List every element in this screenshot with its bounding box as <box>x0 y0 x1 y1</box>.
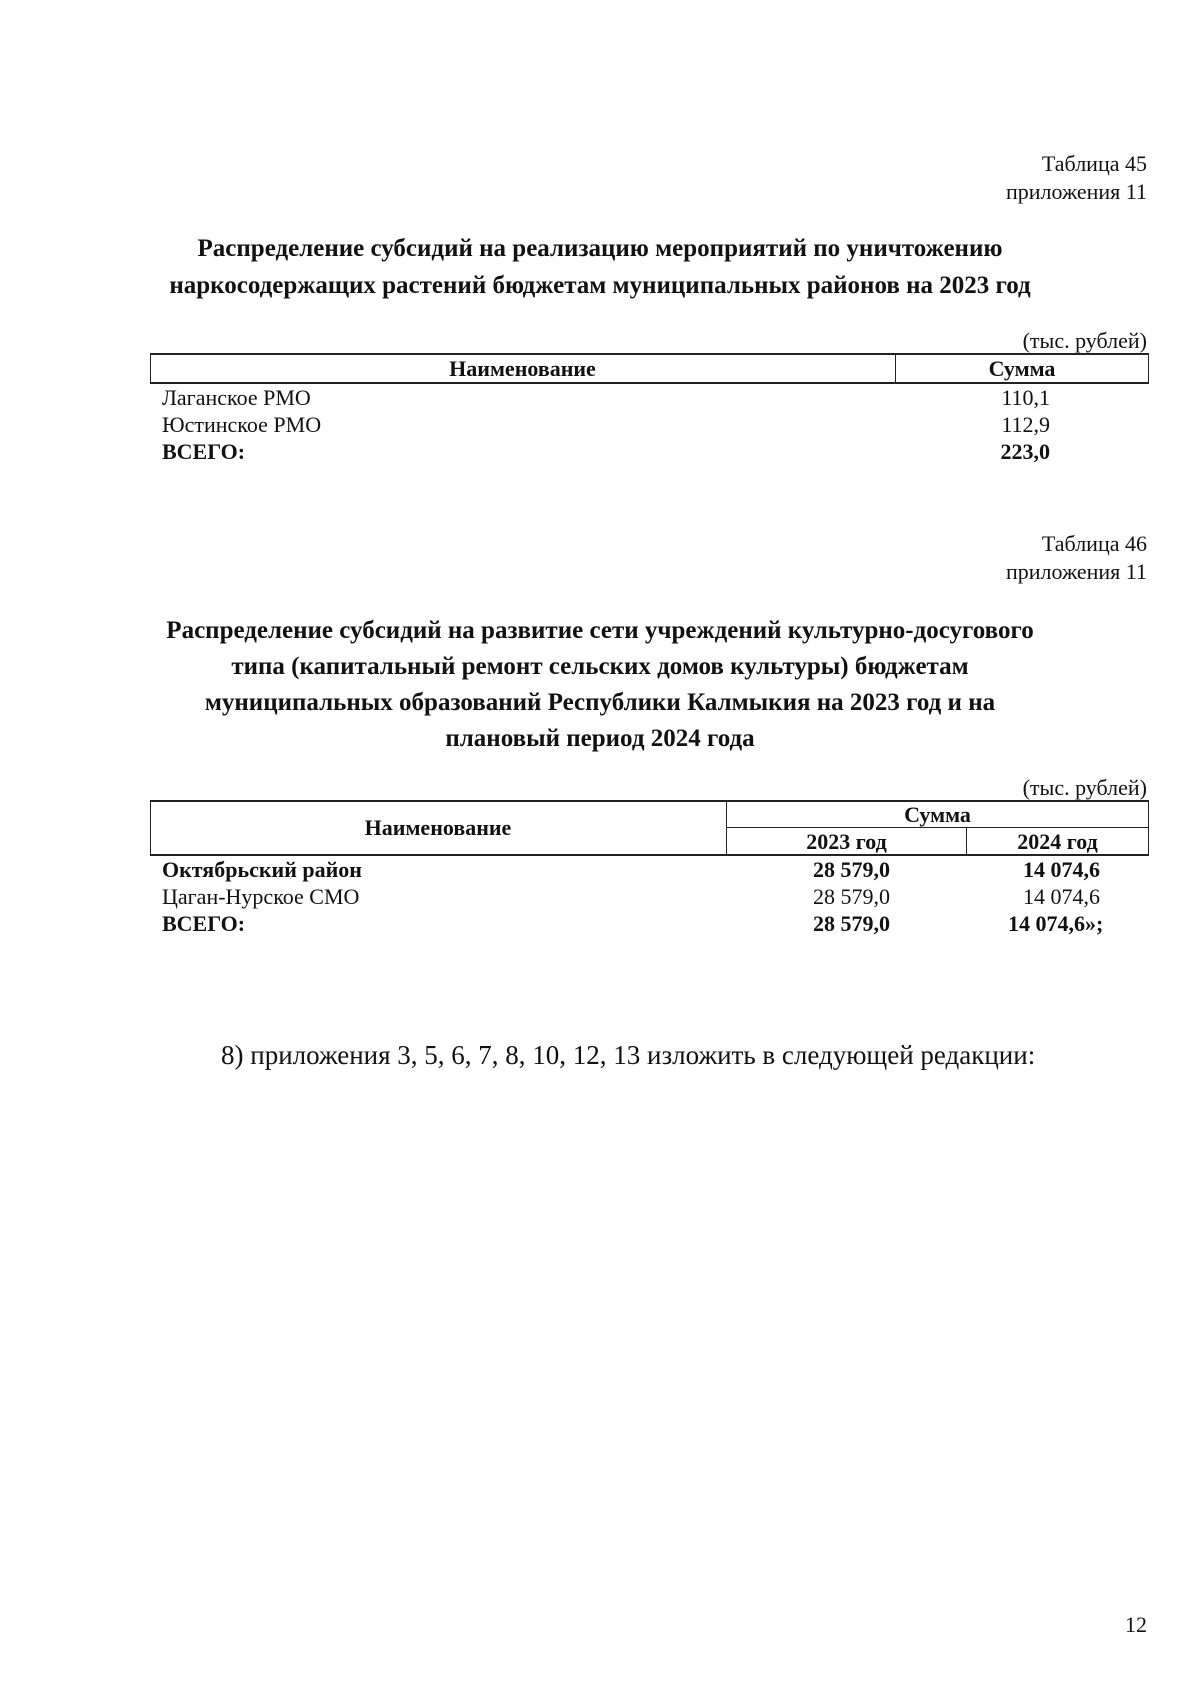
table45-total-value: 223,0 <box>1000 439 1050 464</box>
table46-total-value-2023: 28 579,0 <box>813 911 890 936</box>
table45-header-sum: Сумма <box>988 356 1056 381</box>
table46-label-line1: Таблица 46 <box>1041 531 1147 556</box>
table46-row-value-2023: 28 579,0 <box>813 857 890 882</box>
table45-row-name: Лаганское РМО <box>162 385 311 410</box>
table45-header-name: Наименование <box>449 356 596 381</box>
table45-label-line1: Таблица 45 <box>1041 151 1147 176</box>
table45-header-bottom-border <box>150 382 1149 384</box>
table46-row-name: Октябрьский район <box>162 857 362 882</box>
table46-row-value-2024: 14 074,6 <box>1023 884 1100 909</box>
table46-header-sum: Сумма <box>904 802 971 827</box>
table46-title-line4: плановый период 2024 года <box>445 725 755 752</box>
table45-title-line1: Распределение субсидий на реализацию мероприятий по уничтожению <box>197 235 1003 262</box>
table46-header-year-2023: 2023 год <box>806 829 887 854</box>
table45-total-label: ВСЕГО: <box>162 439 246 464</box>
table45-row-value: 110,1 <box>1001 385 1050 410</box>
table45-units: (тыс. рублей) <box>1022 328 1147 353</box>
table46-total-value-2024: 14 074,6»; <box>1008 911 1104 936</box>
table46-header-name: Наименование <box>364 815 512 840</box>
table46-label-line2: приложения 11 <box>1005 559 1147 584</box>
table46-right-border <box>1148 800 1149 855</box>
table46-units: (тыс. рублей) <box>1022 775 1147 800</box>
table45-row-name: Юстинское РМО <box>162 412 322 437</box>
table45-label-line2: приложения 11 <box>1005 179 1147 204</box>
table45-top-border <box>150 353 1149 355</box>
table46-header-year-2024: 2024 год <box>1017 829 1098 854</box>
table45-title-line2: наркосодержащих растений бюджетам муниципальных районов на 2023 год <box>169 272 1031 299</box>
table45-right-border <box>1148 353 1149 384</box>
table46-title-line1: Распределение субсидий на развитие сети учреждений культурно-досугового <box>166 617 1034 644</box>
table46-title-line2: типа (капитальный ремонт сельских домов культуры) бюджетам <box>231 653 969 680</box>
table46-title-line3: муниципальных образований Республики Калмыкия на 2023 год и на <box>204 689 996 716</box>
amendment-paragraph: 8) приложения 3, 5, 6, 7, 8, 10, 12, 13 изложить в следующей редакции: <box>221 1040 1036 1070</box>
table45-row-value: 112,9 <box>1001 412 1050 437</box>
page-number: 12 <box>1125 1612 1147 1637</box>
table46-total-label: ВСЕГО: <box>162 911 246 936</box>
table46-row-value-2024: 14 074,6 <box>1023 857 1100 882</box>
table46-row-value-2023: 28 579,0 <box>813 884 890 909</box>
table46-row-name: Цаган-Нурское СМО <box>162 884 360 909</box>
